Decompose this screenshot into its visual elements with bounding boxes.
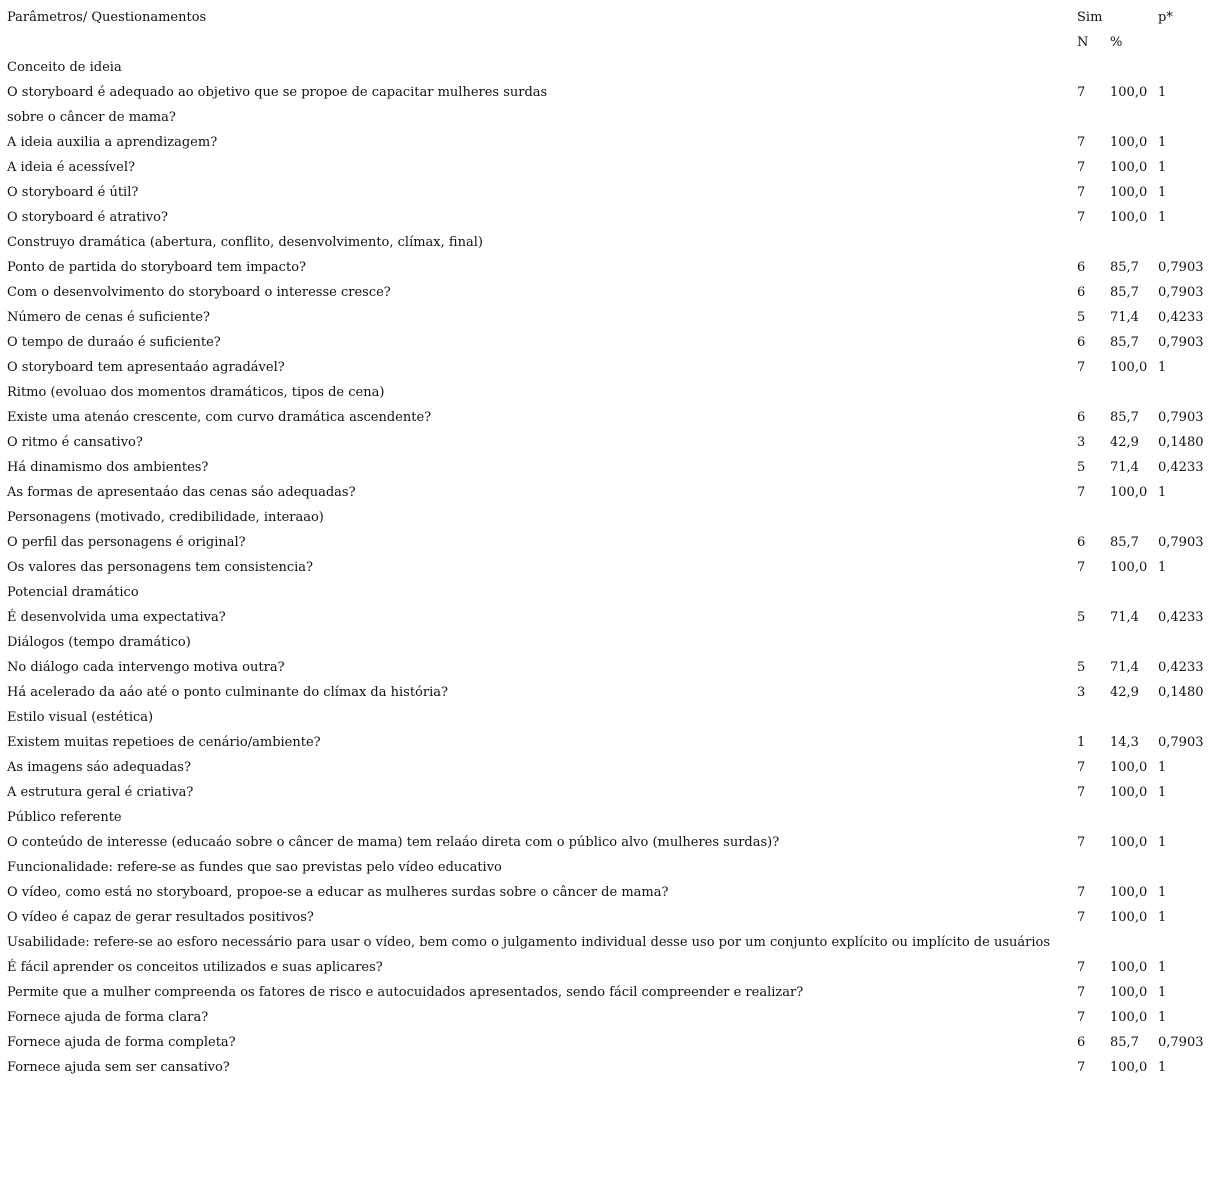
- p-value: 1: [1158, 185, 1167, 200]
- table-row: [7, 830, 1215, 855]
- p-value: 1: [1158, 485, 1167, 500]
- p-value: 0,1480: [1158, 685, 1204, 700]
- p-value: 1: [1158, 785, 1167, 800]
- section-heading-row: [7, 230, 1215, 255]
- p-value: 1: [1158, 360, 1167, 375]
- param-column-header: Parâmetros/ Questionamentos: [7, 10, 207, 25]
- n-value: 7: [1077, 560, 1086, 575]
- section-heading-row: [7, 380, 1215, 405]
- question-text: No diálogo cada intervengo motiva outra?: [7, 660, 285, 675]
- question-text: Fornece ajuda de forma completa?: [7, 1035, 236, 1050]
- p-value: 0,4233: [1158, 310, 1204, 325]
- section-heading-row: [7, 630, 1215, 655]
- table-row: [7, 130, 1215, 155]
- percent-value: 42,9: [1110, 685, 1139, 700]
- question-text: Com o desenvolvimento do storyboard o interesse cresce?: [7, 285, 391, 300]
- question-text: Há acelerado da aáo até o ponto culminante do clímax da história?: [7, 685, 448, 700]
- p-value: 1: [1158, 1010, 1167, 1025]
- p-value-column-header: p*: [1158, 10, 1173, 25]
- table-row: [7, 880, 1215, 905]
- p-value: 0,7903: [1158, 1035, 1204, 1050]
- percent-value: 100,0: [1110, 85, 1148, 100]
- n-column-header: N: [1077, 35, 1089, 50]
- n-value: 7: [1077, 185, 1086, 200]
- percent-value: 85,7: [1110, 285, 1139, 300]
- n-value: 6: [1077, 1035, 1086, 1050]
- question-text: Os valores das personagens tem consistencia?: [7, 560, 313, 575]
- percent-value: 42,9: [1110, 435, 1139, 450]
- table-row: [7, 305, 1215, 330]
- p-value: 0,7903: [1158, 260, 1204, 275]
- p-value: 1: [1158, 960, 1167, 975]
- percent-value: 100,0: [1110, 1010, 1148, 1025]
- question-text: O storyboard tem apresentaáo agradável?: [7, 360, 285, 375]
- percent-value: 71,4: [1110, 460, 1139, 475]
- section-heading: Funcionalidade: refere-se as fundes que sao previstas pelo vídeo educativo: [7, 860, 502, 875]
- p-value: 1: [1158, 760, 1167, 775]
- n-value: 1: [1077, 735, 1086, 750]
- section-heading-row: [7, 705, 1215, 730]
- percent-value: 100,0: [1110, 910, 1148, 925]
- p-value: 0,4233: [1158, 610, 1204, 625]
- table-row: [7, 1030, 1215, 1055]
- p-value: 1: [1158, 135, 1167, 150]
- table-row: [7, 455, 1215, 480]
- table-row: [7, 1005, 1215, 1030]
- question-text: A ideia auxilia a aprendizagem?: [7, 135, 218, 150]
- n-value: 7: [1077, 760, 1086, 775]
- header-row: [7, 5, 1215, 30]
- n-value: 7: [1077, 85, 1086, 100]
- table-row: [7, 255, 1215, 280]
- n-value: 7: [1077, 1060, 1086, 1075]
- p-value: 1: [1158, 560, 1167, 575]
- p-value: 1: [1158, 910, 1167, 925]
- percent-value: 100,0: [1110, 885, 1148, 900]
- percent-value: 100,0: [1110, 835, 1148, 850]
- percent-value: 100,0: [1110, 960, 1148, 975]
- percent-value: 85,7: [1110, 410, 1139, 425]
- table-row: [7, 605, 1215, 630]
- percent-value: 100,0: [1110, 210, 1148, 225]
- n-value: 6: [1077, 335, 1086, 350]
- percent-value: 100,0: [1110, 1060, 1148, 1075]
- n-value: 7: [1077, 835, 1086, 850]
- table-body: [7, 55, 1215, 1080]
- question-text: A estrutura geral é criativa?: [7, 785, 194, 800]
- section-heading-row: [7, 580, 1215, 605]
- n-value: 7: [1077, 785, 1086, 800]
- section-heading: Ritmo (evoluao dos momentos dramáticos, tipos de cena): [7, 385, 385, 400]
- n-value: 7: [1077, 985, 1086, 1000]
- percent-value: 100,0: [1110, 360, 1148, 375]
- table-row: [7, 430, 1215, 455]
- question-text: O tempo de duraáo é suficiente?: [7, 335, 221, 350]
- percent-value: 100,0: [1110, 135, 1148, 150]
- question-text: Fornece ajuda de forma clara?: [7, 1010, 209, 1025]
- n-value: 7: [1077, 160, 1086, 175]
- p-value: 0,4233: [1158, 660, 1204, 675]
- section-heading-row: [7, 505, 1215, 530]
- p-value: 0,7903: [1158, 735, 1204, 750]
- table-row: [7, 755, 1215, 780]
- n-value: 5: [1077, 460, 1086, 475]
- section-heading-row: [7, 930, 1215, 955]
- table-row: [7, 680, 1215, 705]
- percent-value: 100,0: [1110, 985, 1148, 1000]
- question-text: O vídeo, como está no storyboard, propoe-se a educar as mulheres surdas sobre o câncer de mama?: [7, 885, 669, 900]
- n-value: 7: [1077, 1010, 1086, 1025]
- table-row: [7, 205, 1215, 230]
- n-value: 3: [1077, 685, 1086, 700]
- percent-value: 100,0: [1110, 485, 1148, 500]
- p-value: 0,7903: [1158, 410, 1204, 425]
- question-text: Ponto de partida do storyboard tem impacto?: [7, 260, 306, 275]
- section-heading-row: [7, 105, 1215, 130]
- question-text: A ideia é acessível?: [7, 160, 135, 175]
- question-text: Existe uma atenáo crescente, com curvo dramática ascendente?: [7, 410, 432, 425]
- table-row: [7, 555, 1215, 580]
- p-value: 1: [1158, 85, 1167, 100]
- n-value: 6: [1077, 260, 1086, 275]
- section-heading: Conceito de ideia: [7, 60, 122, 75]
- table-row: [7, 530, 1215, 555]
- section-heading: Diálogos (tempo dramático): [7, 635, 191, 650]
- percent-value: 85,7: [1110, 260, 1139, 275]
- question-text: O perfil das personagens é original?: [7, 535, 246, 550]
- percent-value: 85,7: [1110, 335, 1139, 350]
- n-value: 3: [1077, 435, 1086, 450]
- table-row: [7, 355, 1215, 380]
- question-text: O conteúdo de interesse (educaáo sobre o câncer de mama) tem relaáo direta com o público alvo (mulheres surdas)?: [7, 835, 780, 850]
- p-value: 0,7903: [1158, 285, 1204, 300]
- table-row: [7, 80, 1215, 105]
- n-value: 7: [1077, 360, 1086, 375]
- question-text: O ritmo é cansativo?: [7, 435, 143, 450]
- section-heading-row: [7, 805, 1215, 830]
- question-text: O storyboard é atrativo?: [7, 210, 168, 225]
- p-value: 1: [1158, 985, 1167, 1000]
- n-value: 7: [1077, 910, 1086, 925]
- percent-value: 71,4: [1110, 310, 1139, 325]
- p-value: 1: [1158, 160, 1167, 175]
- table-row: [7, 655, 1215, 680]
- question-text: O storyboard é adequado ao objetivo que se propoe de capacitar mulheres surdas: [7, 85, 548, 100]
- percent-value: 100,0: [1110, 560, 1148, 575]
- table-row: [7, 180, 1215, 205]
- percent-value: 71,4: [1110, 660, 1139, 675]
- question-text: Fornece ajuda sem ser cansativo?: [7, 1060, 230, 1075]
- table-row: [7, 155, 1215, 180]
- table-row: [7, 955, 1215, 980]
- table-row: [7, 480, 1215, 505]
- n-value: 7: [1077, 885, 1086, 900]
- table-row: [7, 330, 1215, 355]
- table-row: [7, 405, 1215, 430]
- question-text: Existem muitas repetioes de cenário/ambiente?: [7, 735, 321, 750]
- p-value: 1: [1158, 835, 1167, 850]
- percent-value: 71,4: [1110, 610, 1139, 625]
- n-value: 7: [1077, 135, 1086, 150]
- percent-value: 100,0: [1110, 785, 1148, 800]
- question-text: Há dinamismo dos ambientes?: [7, 460, 209, 475]
- question-text: Permite que a mulher compreenda os fatores de risco e autocuidados apresentados, sendo fácil compreender e realizar?: [7, 985, 804, 1000]
- section-heading: Construyo dramática (abertura, conflito, desenvolvimento, clímax, final): [7, 235, 483, 250]
- section-heading: Personagens (motivado, credibilidade, interaao): [7, 510, 324, 525]
- n-value: 6: [1077, 410, 1086, 425]
- question-text: O storyboard é útil?: [7, 185, 139, 200]
- p-value: 1: [1158, 885, 1167, 900]
- section-heading: Público referente: [7, 810, 122, 825]
- table-row: [7, 730, 1215, 755]
- section-heading: sobre o câncer de mama?: [7, 110, 176, 125]
- question-text: É fácil aprender os conceitos utilizados e suas aplicares?: [7, 960, 383, 975]
- percent-value: 85,7: [1110, 535, 1139, 550]
- question-text: Número de cenas é suficiente?: [7, 310, 210, 325]
- p-value: 1: [1158, 1060, 1167, 1075]
- n-value: 6: [1077, 285, 1086, 300]
- percent-value: 100,0: [1110, 760, 1148, 775]
- p-value: 0,1480: [1158, 435, 1204, 450]
- n-value: 6: [1077, 535, 1086, 550]
- n-value: 7: [1077, 960, 1086, 975]
- question-text: O vídeo é capaz de gerar resultados positivos?: [7, 910, 314, 925]
- table-row: [7, 280, 1215, 305]
- n-value: 7: [1077, 210, 1086, 225]
- n-value: 5: [1077, 610, 1086, 625]
- subheader-row: [7, 30, 1215, 55]
- section-heading: Estilo visual (estética): [7, 710, 154, 725]
- percent-value: 100,0: [1110, 185, 1148, 200]
- percent-column-header: %: [1110, 35, 1123, 50]
- question-text: As formas de apresentaáo das cenas sáo adequadas?: [7, 485, 356, 500]
- percent-value: 100,0: [1110, 160, 1148, 175]
- table-row: [7, 980, 1215, 1005]
- table-row: [7, 905, 1215, 930]
- question-text: As imagens sáo adequadas?: [7, 760, 191, 775]
- p-value: 0,4233: [1158, 460, 1204, 475]
- question-text: É desenvolvida uma expectativa?: [7, 610, 226, 625]
- percent-value: 14,3: [1110, 735, 1139, 750]
- section-heading: Potencial dramático: [7, 585, 139, 600]
- p-value: 0,7903: [1158, 335, 1204, 350]
- n-value: 5: [1077, 660, 1086, 675]
- percent-value: 85,7: [1110, 1035, 1139, 1050]
- section-heading-row: [7, 855, 1215, 880]
- p-value: 1: [1158, 210, 1167, 225]
- table-row: [7, 1055, 1215, 1080]
- p-value: 0,7903: [1158, 535, 1204, 550]
- n-value: 7: [1077, 485, 1086, 500]
- results-table: [7, 5, 1215, 1080]
- sim-column-header: Sim: [1077, 10, 1103, 25]
- n-value: 5: [1077, 310, 1086, 325]
- section-heading: Usabilidade: refere-se ao esforo necessário para usar o vídeo, bem como o julgamento individual desse uso por um conjunto explícito ou implícito de usuários: [7, 935, 1050, 950]
- table-row: [7, 780, 1215, 805]
- section-heading-row: [7, 55, 1215, 80]
